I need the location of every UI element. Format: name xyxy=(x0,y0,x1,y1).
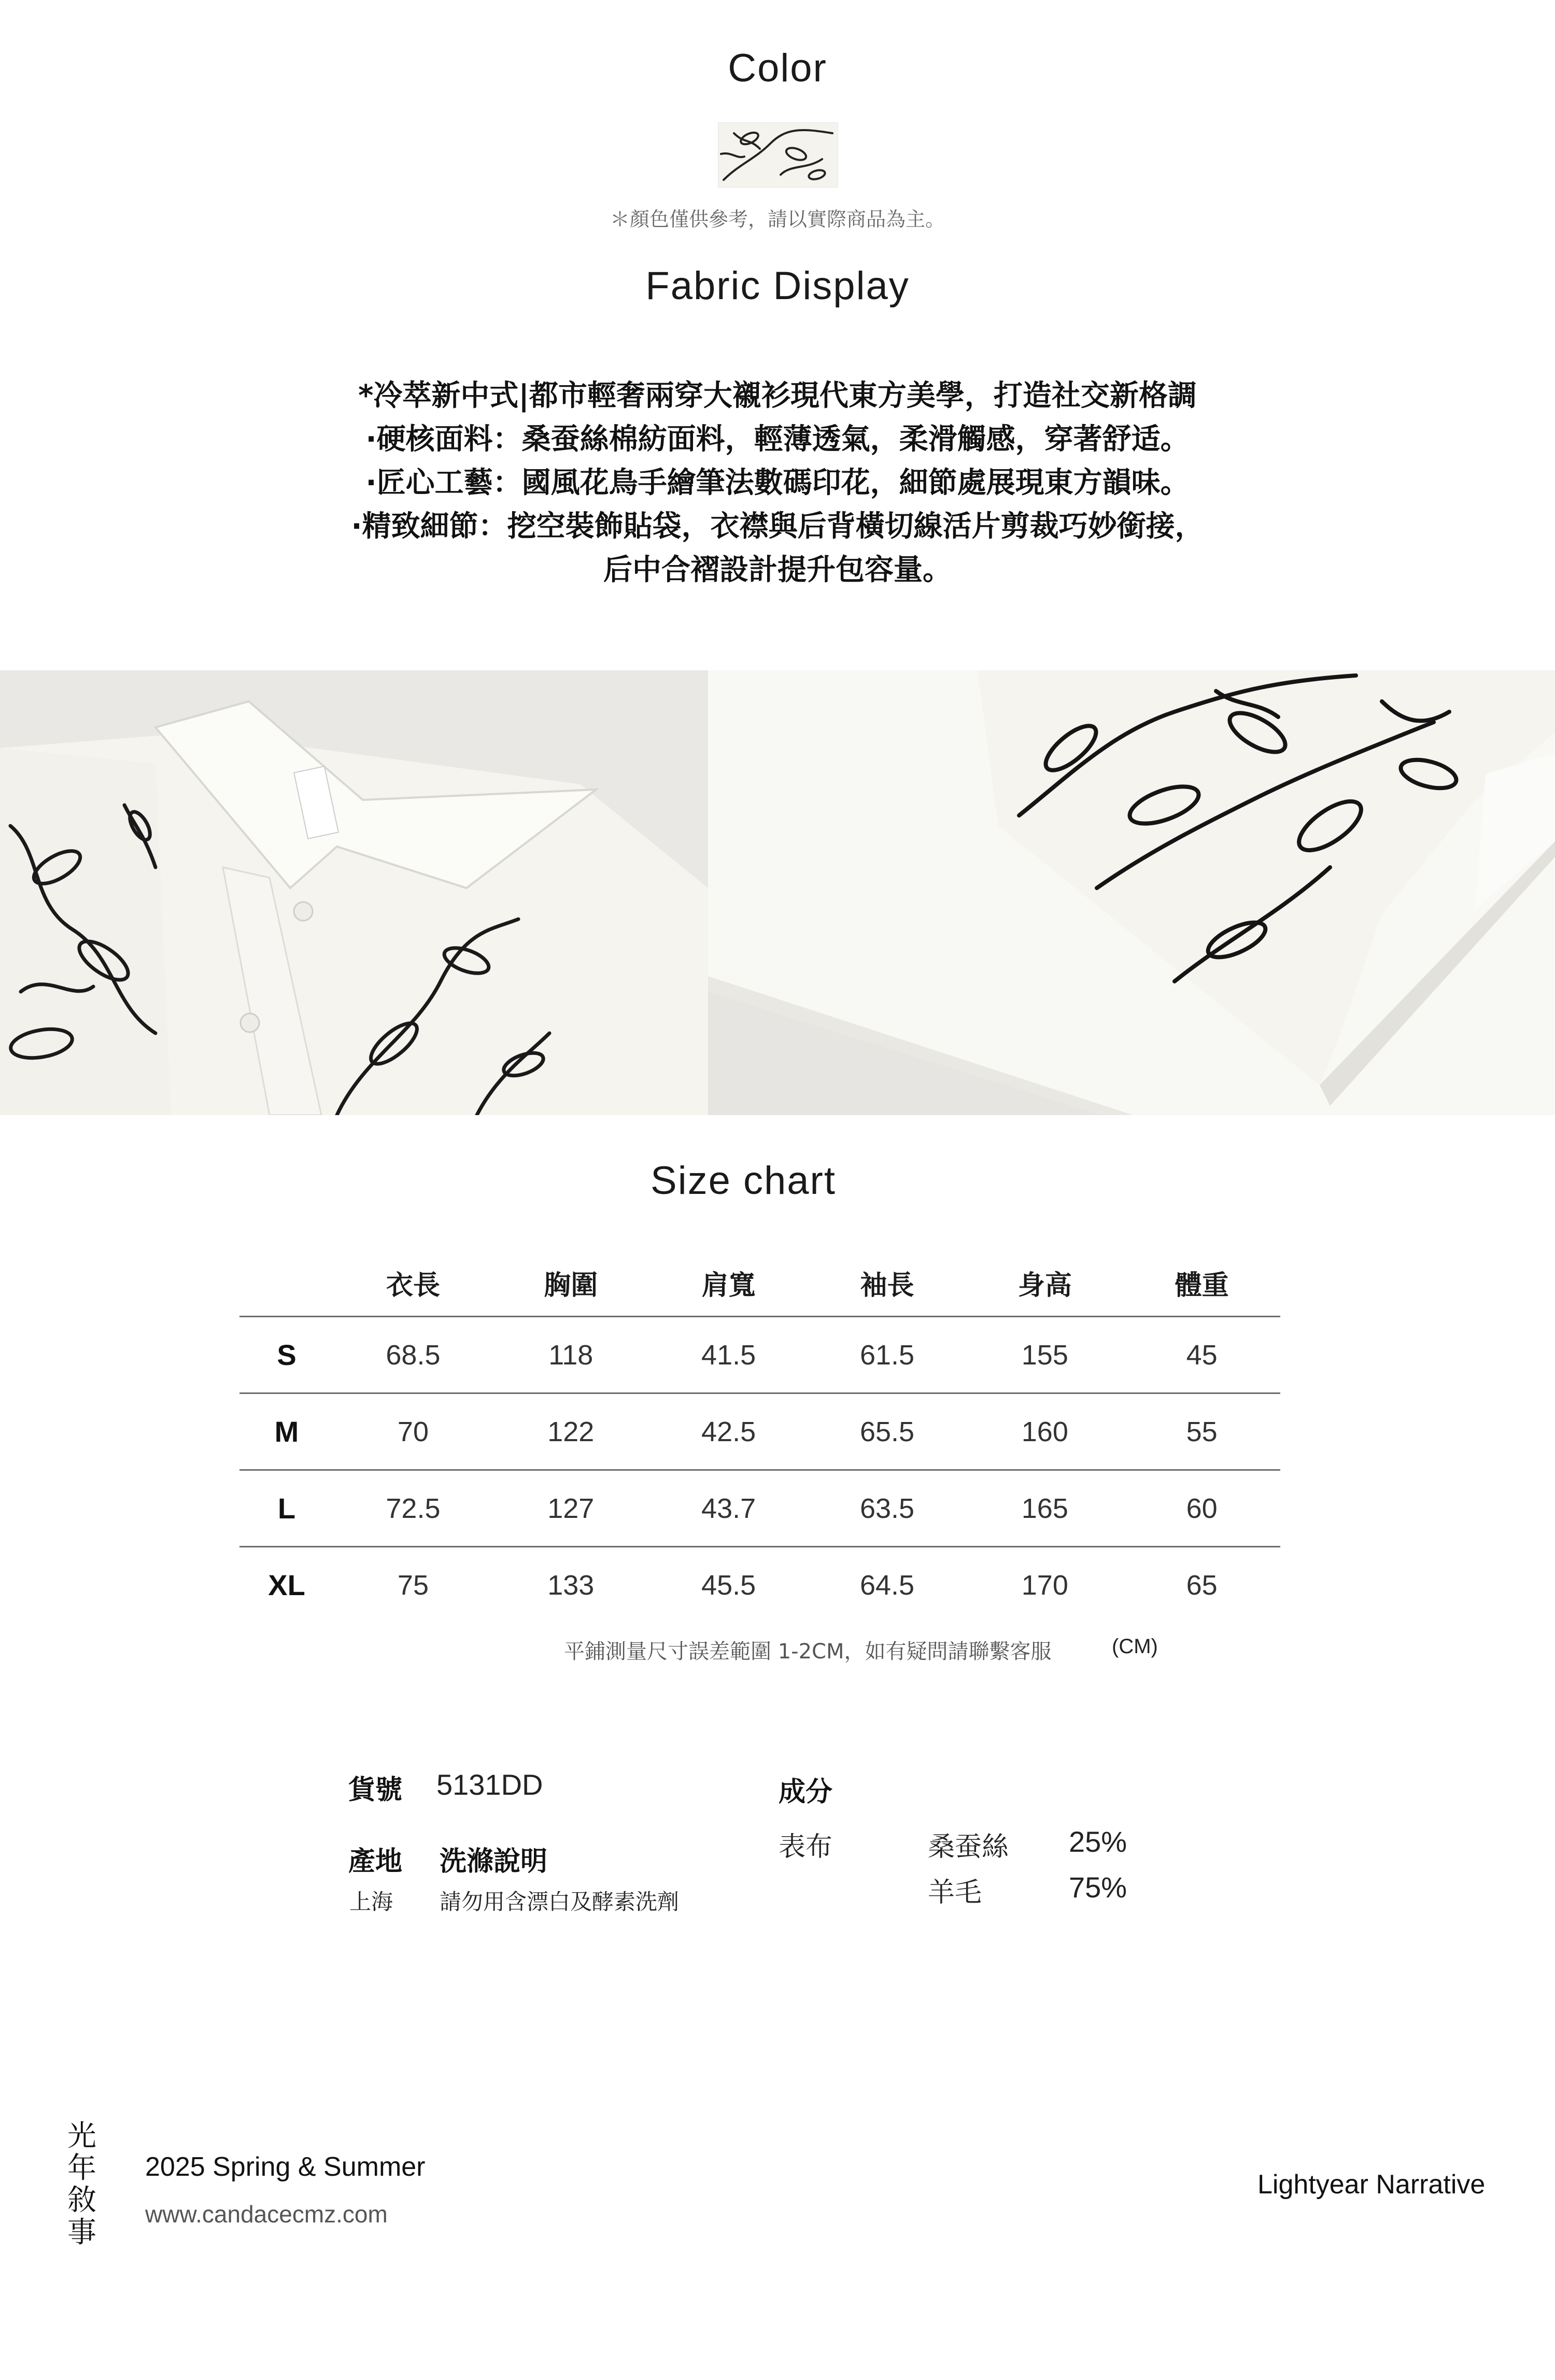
fabric-photo-collar xyxy=(0,670,708,1115)
color-title: Color xyxy=(728,46,827,90)
origin-value: 上海 xyxy=(349,1889,393,1914)
table-cell: 68.5 xyxy=(334,1317,492,1393)
brand-name-en: Lightyear Narrative xyxy=(1257,2170,1486,2200)
fabric-description xyxy=(0,374,1555,592)
desc-line-3: ·匠心工藝：國風花鳥手繪筆法數碼印花，細節處展現東方韻味。 xyxy=(365,466,1190,500)
size-chart-unit: (CM) xyxy=(1112,1635,1158,1658)
desc-line-1: *冷萃新中式|都市輕奢兩穿大襯衫現代東方美學，打造社交新格調 xyxy=(358,379,1197,413)
item-no-value: 5131DD xyxy=(436,1768,543,1801)
origin-label: 產地 xyxy=(348,1846,403,1877)
table-cell: 133 xyxy=(547,1569,595,1601)
size-table xyxy=(239,1249,1280,1623)
table-cell: 72.5 xyxy=(334,1470,492,1547)
header-length: 衣長 xyxy=(334,1249,492,1317)
material-percent: 25% xyxy=(1069,1825,1127,1858)
table-cell: 75 xyxy=(397,1569,429,1601)
table-cell: 165 xyxy=(966,1470,1123,1547)
table-cell: 122 xyxy=(492,1393,649,1470)
brand-char: 光 xyxy=(67,2119,96,2153)
table-cell: 65 xyxy=(1186,1569,1218,1601)
composition-label: 成分 xyxy=(779,1777,833,1808)
wash-value: 請勿用含漂白及酵素洗劑 xyxy=(440,1889,680,1914)
desc-line-2: ·硬核面料：桑蚕絲棉紡面料，輕薄透氣，柔滑觸感，穿著舒适。 xyxy=(365,423,1190,456)
size-label: XL xyxy=(268,1569,305,1601)
material-name: 羊毛 xyxy=(928,1877,982,1908)
color-swatch[interactable] xyxy=(718,122,838,188)
desc-line-5: 后中合褶設計提升包容量。 xyxy=(603,553,952,587)
website-link[interactable]: www.candacecmz.com xyxy=(145,2201,388,2228)
brand-char: 敘 xyxy=(67,2184,96,2217)
material-percent: 75% xyxy=(1069,1871,1127,1904)
header-weight: 體重 xyxy=(1123,1249,1280,1317)
table-cell: 55 xyxy=(1123,1393,1280,1470)
header-height: 身高 xyxy=(966,1249,1123,1317)
table-row xyxy=(239,1393,1280,1470)
table-row xyxy=(239,1547,1280,1623)
wash-label: 洗滌說明 xyxy=(440,1846,548,1877)
fabric-label: 表布 xyxy=(779,1832,833,1863)
header-shoulder: 肩寬 xyxy=(649,1249,808,1317)
header-blank xyxy=(239,1249,334,1317)
size-chart-title: Size chart xyxy=(651,1159,836,1203)
table-cell: 118 xyxy=(492,1317,649,1393)
table-row xyxy=(239,1470,1280,1547)
table-cell: 45.5 xyxy=(701,1569,756,1601)
table-cell: 61.5 xyxy=(808,1317,967,1393)
table-cell: 65.5 xyxy=(808,1393,967,1470)
table-cell: 41.5 xyxy=(649,1317,808,1393)
table-cell: 60 xyxy=(1123,1470,1280,1547)
header-chest: 胸圍 xyxy=(492,1249,649,1317)
table-cell: 127 xyxy=(492,1470,649,1547)
material-name: 桑蚕絲 xyxy=(928,1832,1009,1863)
table-cell: 45 xyxy=(1123,1317,1280,1393)
size-chart-note: 平鋪測量尺寸誤差範圍 1-2CM，如有疑問請聯繫客服 xyxy=(564,1640,1052,1664)
table-cell: 42.5 xyxy=(649,1393,808,1470)
desc-line-4: ·精致細節：挖空裝飾貼袋，衣襟與后背橫切線活片剪裁巧妙銜接， xyxy=(351,510,1204,543)
size-label: S xyxy=(239,1317,334,1393)
brand-char: 年 xyxy=(67,2151,96,2185)
brand-vertical-logo xyxy=(66,2120,97,2249)
size-label: L xyxy=(239,1470,334,1547)
fabric-title: Fabric Display xyxy=(645,264,910,308)
item-no-label: 貨號 xyxy=(348,1775,403,1806)
fabric-photo-hem xyxy=(708,670,1555,1115)
brand-char: 事 xyxy=(67,2216,96,2249)
color-note: ＊顏色僅供參考，請以實際商品為主。 xyxy=(610,208,945,231)
season-text: 2025 Spring & Summer xyxy=(145,2152,426,2182)
size-table-header xyxy=(239,1249,1280,1317)
table-cell: 155 xyxy=(966,1317,1123,1393)
table-cell: 160 xyxy=(966,1393,1123,1470)
table-cell: 70 xyxy=(334,1393,492,1470)
table-cell: 63.5 xyxy=(808,1470,967,1547)
table-row xyxy=(239,1317,1280,1393)
table-cell: 43.7 xyxy=(649,1470,808,1547)
header-sleeve: 袖長 xyxy=(808,1249,967,1317)
table-cell: 170 xyxy=(1021,1569,1068,1601)
table-cell: 64.5 xyxy=(859,1569,915,1601)
size-label: M xyxy=(239,1393,334,1470)
